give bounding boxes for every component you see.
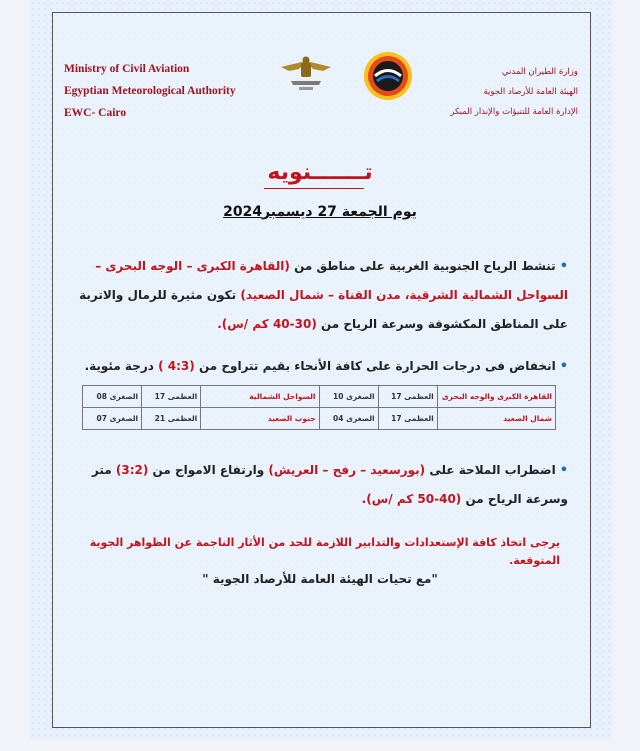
bullet-icon: • xyxy=(559,463,568,478)
max-temp: العظمى 21 xyxy=(142,408,201,430)
region-name: شمال الصعيد xyxy=(437,408,555,430)
eagle-emblem-icon xyxy=(275,53,337,95)
nav-cities: (بورسعيد – رفح – العريش) xyxy=(268,463,426,477)
nav-text-3: متر وسرعة الرياح من xyxy=(91,463,568,506)
winds-text-2: تكون مثيرة للرمال والاتربة على المناطق المكشوفة وسرعة الرياح من xyxy=(79,288,568,331)
precautions-notice: يرجى اتخاذ كافة الإستعدادات والتدابير اللازمة للحد من الأثار الناجمة عن الظواهر الجوية المتوقعة. xyxy=(89,536,560,567)
header-en-authority: Egyptian Meteorological Authority xyxy=(64,85,236,97)
header-ar-ministry: وزارة الطيران المدني xyxy=(501,67,578,77)
notice-title: تـــــــنويه xyxy=(267,160,373,185)
paragraph-temperature xyxy=(68,357,568,376)
nav-waves: (3:2) xyxy=(115,463,149,477)
temp-text-1: انخفاض فى درجات الحرارة على كافة الأنحاء بقيم تتراوح من xyxy=(194,359,556,373)
bullet-icon: • xyxy=(559,359,568,374)
winds-text-1: تنشط الرياح الجنوبية الغربية على مناطق من xyxy=(289,259,556,273)
min-temp: الصغرى 07 xyxy=(83,408,142,430)
max-temp: العظمى 17 xyxy=(378,386,437,408)
min-temp: الصغرى 10 xyxy=(319,386,378,408)
nav-speed: (40-50 كم /س). xyxy=(361,492,462,506)
table-row xyxy=(83,408,556,430)
region-name: القاهرة الكبرى والوجه البحرى xyxy=(437,386,555,408)
header-ar-department: الإدارة العامة للتنبؤات والإنذار المبكر xyxy=(450,107,578,117)
paragraph-navigation xyxy=(68,456,568,514)
title-underline xyxy=(264,188,364,189)
temp-text-2: درجة مئوية. xyxy=(84,359,159,373)
bullet-icon: • xyxy=(559,259,568,274)
header-ar-authority: الهيئة العامة للأرصاد الجوية xyxy=(483,87,578,97)
region-name: السواحل الشمالية xyxy=(201,386,319,408)
winds-regions: (القاهرة الكبرى – الوجه البحرى – السواحل الشمالية الشرقية، مدن القناة – شمال الصعيد) xyxy=(95,259,568,302)
notice-date: يوم الجمعة 27 ديسمبر2024 xyxy=(223,204,417,220)
paragraph-winds xyxy=(68,252,568,339)
header-en-center: EWC- Cairo xyxy=(64,107,127,119)
header-arabic xyxy=(378,62,578,122)
max-temp: العظمى 17 xyxy=(142,386,201,408)
header-en-ministry: Ministry of Civil Aviation xyxy=(64,63,190,75)
winds-speed: (30-40 كم /س). xyxy=(217,317,317,331)
min-temp: الصغرى 08 xyxy=(83,386,142,408)
region-name: جنوب الصعيد xyxy=(201,408,319,430)
temperatures-table xyxy=(82,385,556,430)
closing-greeting: "مع تحيات الهيئة العامة للأرصاد الجوية " xyxy=(202,572,438,586)
min-temp: الصغرى 04 xyxy=(319,408,378,430)
header-english xyxy=(64,58,236,124)
nav-text-1: اضطراب الملاحة على xyxy=(425,463,556,477)
table-row xyxy=(83,386,556,408)
temp-range: (4:3 ) xyxy=(158,359,195,373)
nav-text-2: وارتفاع الامواج من xyxy=(148,463,269,477)
max-temp: العظمى 17 xyxy=(378,408,437,430)
